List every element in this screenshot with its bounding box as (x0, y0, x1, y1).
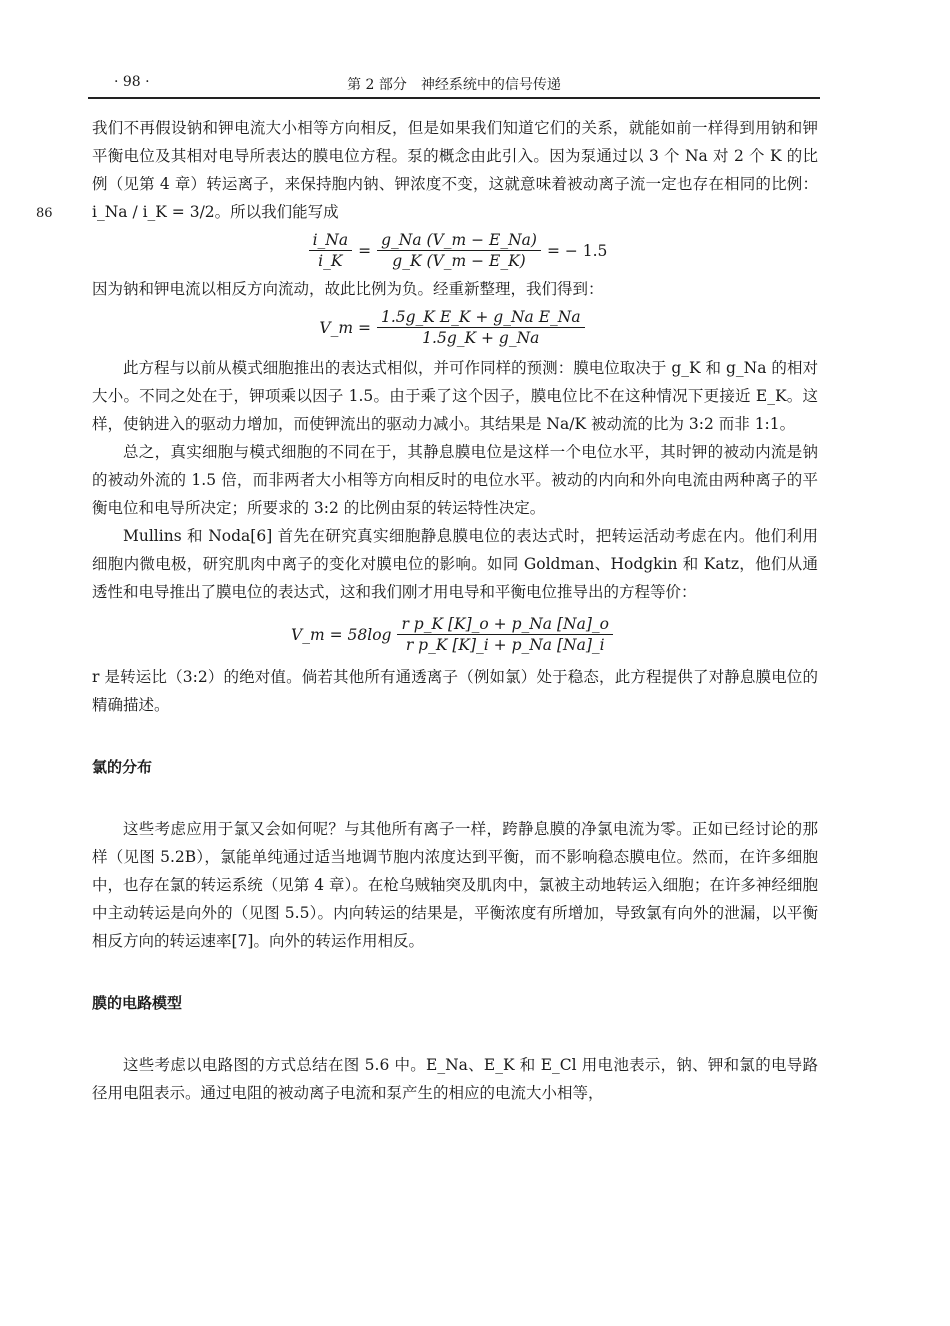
paragraph-8: 这些考虑以电路图的方式总结在图 5.6 中。E_Na、E_K 和 E_Cl 用电池表示，钠、钾和氯的电导路径用电阻表示。通过电阻的被动离子电流和泵产生的相应的电流大小相等， (92, 1056, 818, 1102)
equation-3 (92, 614, 818, 655)
paragraph-6: r 是转运比（3:2）的绝对值。倘若其他所有通透离子（例如氯）处于稳态，此方程提供了对静息膜电位的精确描述。 (92, 668, 818, 714)
body-text (92, 114, 818, 1107)
paragraph-2: 因为钠和钾电流以相反方向流动，故此比例为负。经重新整理，我们得到： (92, 280, 604, 298)
eq2-numerator: 1.5g_K E_K + g_Na E_Na (377, 307, 585, 328)
eq3-lhs: V_m = 58log (291, 625, 392, 644)
eq3-numerator: r p_K [K]_o + p_Na [Na]_o (397, 614, 613, 635)
eq1-lhs-denominator: i_K (318, 252, 343, 270)
eq1-rhs-denominator: g_K (V_m − E_K) (392, 252, 526, 270)
paragraph-1: 我们不再假设钠和钾电流大小相等方向相反，但是如果我们知道它们的关系，就能如前一样得到用钠和钾平衡电位及其相对电导所表达的膜电位方程。泵的概念由此引入。因为泵通过以 3 个 Na 对 2 个 K 的比例（见第 4 章）转运离子，来保持胞内钠、钾浓度不变，这就意味着被动离子流一定也存在相同的比例：i_Na / i_K = 3/2。所以我们能写成 (92, 119, 818, 221)
eq1-result: = − 1.5 (546, 241, 608, 260)
eq2-fraction (377, 307, 585, 348)
margin-page-number: 86 (36, 206, 53, 221)
paragraph-4: 总之，真实细胞与模式细胞的不同在于，其静息膜电位是这样一个电位水平，其时钾的被动内流是钠的被动外流的 1.5 倍，而非两者大小相等方向相反时的电位水平。被动的内向和外向电流由两种离子的平衡电位和电导所决定；所要求的 3:2 的比例由泵的转运特性决定。 (92, 443, 818, 517)
eq2-denominator: 1.5g_K + g_Na (422, 329, 540, 347)
eq3-denominator: r p_K [K]_i + p_Na [Na]_i (405, 636, 605, 654)
eq1-rhs-fraction (377, 230, 541, 271)
eq1-rhs-numerator: g_Na (V_m − E_Na) (377, 230, 541, 251)
page-number: · 98 · (114, 74, 150, 90)
eq2-lhs: V_m = (319, 318, 371, 337)
equation-1: $\frac{i\_Na}{i\_K}$ = $\frac{g\_Na (V\_m - E\_Na)}{g\_K (V\_m - E\_K)}$ = − 1.5 (92, 230, 818, 271)
section-heading-chloride: 氯的分布 (92, 758, 153, 776)
paragraph-5: Mullins 和 Noda[6] 首先在研究真实细胞静息膜电位的表达式时，把转运活动考虑在内。他们利用细胞内微电极，研究肌肉中离子的变化对膜电位的影响。如同 Goldman、Hodgkin 和 Katz，他们从通透性和电导推出了膜电位的表达式，这和我们刚才用电导和平衡电位推导出的方程等价： (92, 527, 818, 601)
paragraph-3: 此方程与以前从模式细胞推出的表达式相似，并可作同样的预测：膜电位取决于 g_K 和 g_Na 的相对大小。不同之处在于，钾项乘以因子 1.5。由于乘了这个因子，膜电位比不在这种情况下更接近 E_K。这样，使钠进入的驱动力增加，而使钾流出的驱动力减小。其结果是 Na/K 被动流的比为 3:2 而非 1:1。 (92, 359, 818, 433)
header-rule (88, 97, 820, 99)
page-header (88, 72, 820, 98)
ratio-text: i_Na / i_K = 3/2。所以我们能写成 (92, 203, 339, 221)
eq1-lhs-numerator: i_Na (309, 230, 353, 251)
eq1-lhs-fraction (309, 230, 353, 271)
running-title: 第 2 部分 神经系统中的信号传递 (347, 77, 561, 93)
paragraph-7: 这些考虑应用于氯又会如何呢？与其他所有离子一样，跨静息膜的净氯电流为零。正如已经讨论的那样（见图 5.2B），氯能单纯通过适当地调节胞内浓度达到平衡，而不影响稳态膜电位。然而，在许多细胞中，也存在氯的转运系统（见第 4 章）。在枪乌贼轴突及肌肉中，氯被主动地转运入细胞；在许多神经细胞中主动转运是向外的（见图 5.5）。内向转运的结果是，平衡浓度有所增加，导致氯有向外的泄漏，以平衡相反方向的转运速率[7]。向外的转运作用相反。 (92, 820, 818, 950)
eq3-fraction (397, 614, 613, 655)
equation-2 (92, 307, 818, 348)
section-heading-circuit-model: 膜的电路模型 (92, 994, 183, 1012)
